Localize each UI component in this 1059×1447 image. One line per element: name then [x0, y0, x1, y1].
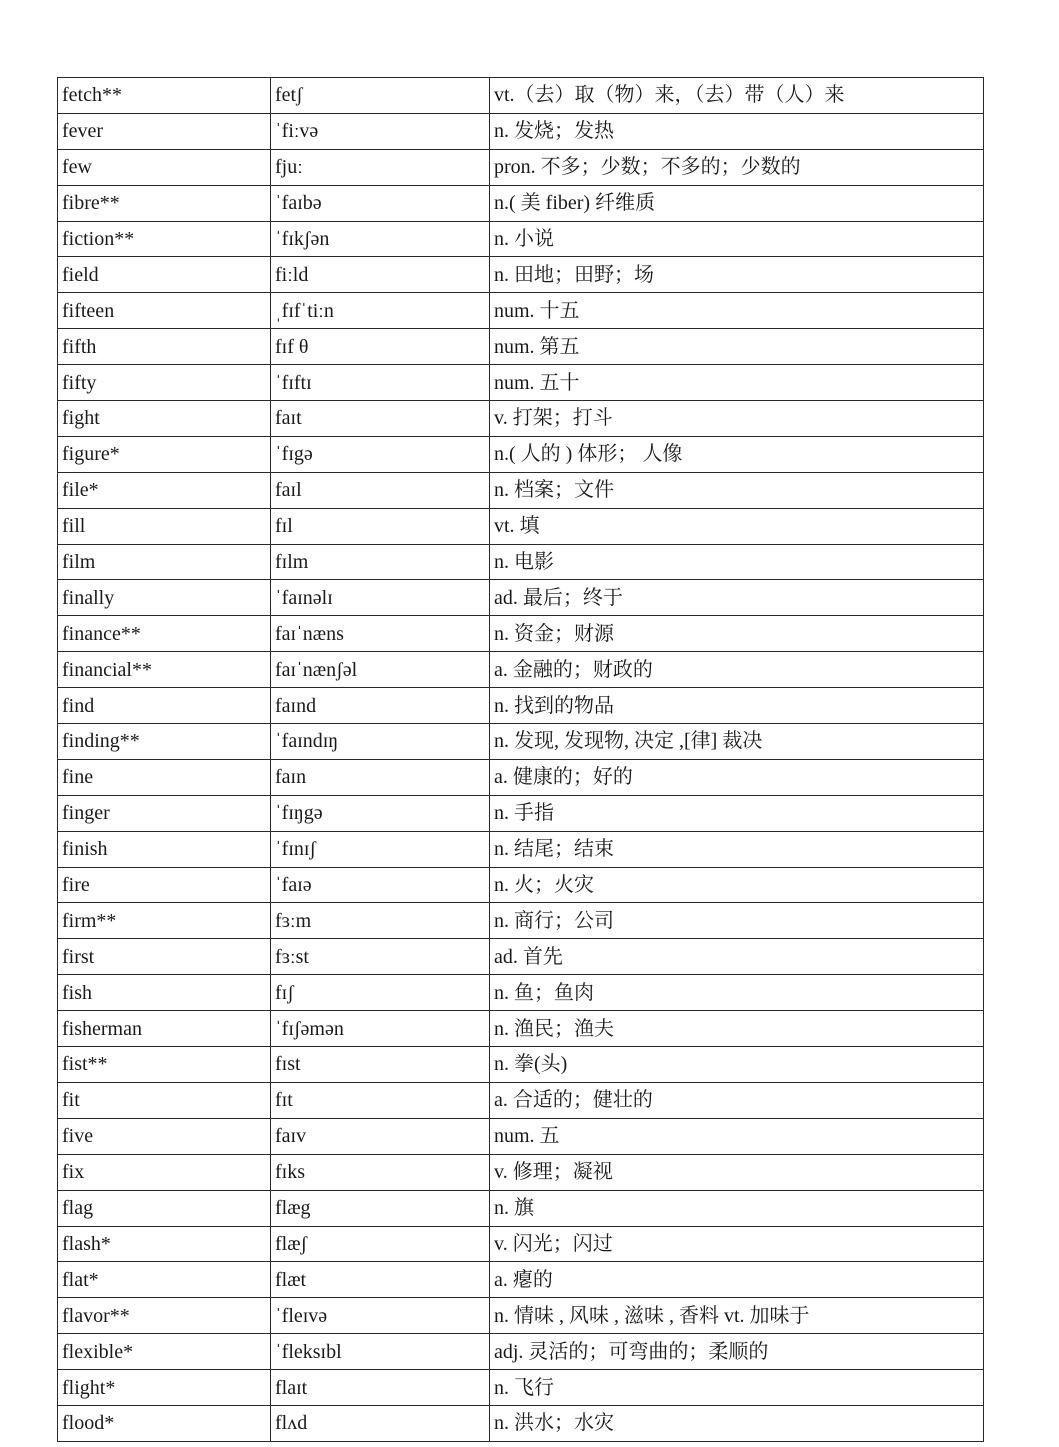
table-row — [58, 867, 984, 903]
phonetic-cell: fɪʃ — [271, 975, 490, 1011]
phonetic-cell: flʌd — [271, 1405, 490, 1441]
word-cell: flood* — [58, 1405, 271, 1441]
phonetic-cell: faɪˈnæns — [271, 616, 490, 652]
phonetic-cell: fɪks — [271, 1154, 490, 1190]
phonetic-cell: ˈfɪŋgə — [271, 795, 490, 831]
phonetic-cell: flaɪt — [271, 1370, 490, 1406]
word-cell: figure* — [58, 436, 271, 472]
word-cell: flexible* — [58, 1334, 271, 1370]
table-row — [58, 975, 984, 1011]
meaning-cell: v. 闪光；闪过 — [490, 1226, 984, 1262]
word-cell: flag — [58, 1190, 271, 1226]
meaning-cell: n. 电影 — [490, 544, 984, 580]
phonetic-cell: ˌfɪfˈtiːn — [271, 293, 490, 329]
word-cell: fight — [58, 401, 271, 437]
table-row — [58, 78, 984, 114]
table-row — [58, 1047, 984, 1083]
word-cell: fifth — [58, 329, 271, 365]
phonetic-cell: ˈfleɪvə — [271, 1298, 490, 1334]
table-row — [58, 580, 984, 616]
meaning-cell: n. 发烧；发热 — [490, 113, 984, 149]
meaning-cell: num. 五十 — [490, 365, 984, 401]
meaning-cell: vt.（去）取（物）来，（去）带（人）来 — [490, 78, 984, 114]
table-row — [58, 1262, 984, 1298]
word-cell: few — [58, 149, 271, 185]
word-cell: fifteen — [58, 293, 271, 329]
table-row — [58, 1226, 984, 1262]
table-row — [58, 939, 984, 975]
meaning-cell: n. 手指 — [490, 795, 984, 831]
phonetic-cell: fɪlm — [271, 544, 490, 580]
meaning-cell: vt. 填 — [490, 508, 984, 544]
phonetic-cell: faɪl — [271, 472, 490, 508]
phonetic-cell: faɪt — [271, 401, 490, 437]
word-cell: finally — [58, 580, 271, 616]
meaning-cell: n. 旗 — [490, 1190, 984, 1226]
word-cell: fire — [58, 867, 271, 903]
meaning-cell: a. 健康的；好的 — [490, 759, 984, 795]
meaning-cell: ad. 首先 — [490, 939, 984, 975]
phonetic-cell: fɜːm — [271, 903, 490, 939]
phonetic-cell: fɪt — [271, 1082, 490, 1118]
phonetic-cell: faɪv — [271, 1118, 490, 1154]
word-cell: firm** — [58, 903, 271, 939]
phonetic-cell: ˈfaɪnəlɪ — [271, 580, 490, 616]
phonetic-cell: ˈfiːvə — [271, 113, 490, 149]
table-row — [58, 365, 984, 401]
phonetic-cell: fiːld — [271, 257, 490, 293]
table-row — [58, 759, 984, 795]
table-row — [58, 1154, 984, 1190]
meaning-cell: pron. 不多；少数；不多的；少数的 — [490, 149, 984, 185]
meaning-cell: v. 修理；凝视 — [490, 1154, 984, 1190]
meaning-cell: n. 资金；财源 — [490, 616, 984, 652]
word-cell: fine — [58, 759, 271, 795]
table-row — [58, 724, 984, 760]
phonetic-cell: fɪl — [271, 508, 490, 544]
table-row — [58, 221, 984, 257]
word-cell: fish — [58, 975, 271, 1011]
meaning-cell: n. 档案；文件 — [490, 472, 984, 508]
meaning-cell: adj. 灵活的；可弯曲的；柔顺的 — [490, 1334, 984, 1370]
table-row — [58, 401, 984, 437]
phonetic-cell: ˈfɪgə — [271, 436, 490, 472]
meaning-cell: n. 火；火灾 — [490, 867, 984, 903]
meaning-cell: v. 打架；打斗 — [490, 401, 984, 437]
word-cell: fisherman — [58, 1011, 271, 1047]
table-row — [58, 831, 984, 867]
word-cell: fibre** — [58, 185, 271, 221]
word-cell: field — [58, 257, 271, 293]
table-row — [58, 616, 984, 652]
word-cell: flash* — [58, 1226, 271, 1262]
word-cell: flavor** — [58, 1298, 271, 1334]
phonetic-cell: fɜːst — [271, 939, 490, 975]
table-row — [58, 1118, 984, 1154]
word-cell: fifty — [58, 365, 271, 401]
table-row — [58, 795, 984, 831]
word-cell: fill — [58, 508, 271, 544]
meaning-cell: n.( 人的 ) 体形； 人像 — [490, 436, 984, 472]
meaning-cell: num. 五 — [490, 1118, 984, 1154]
meaning-cell: n. 小说 — [490, 221, 984, 257]
word-cell: first — [58, 939, 271, 975]
word-cell: fever — [58, 113, 271, 149]
phonetic-cell: fɪf θ — [271, 329, 490, 365]
phonetic-cell: flæt — [271, 1262, 490, 1298]
vocabulary-table — [57, 77, 984, 1442]
meaning-cell: ad. 最后；终于 — [490, 580, 984, 616]
word-cell: fix — [58, 1154, 271, 1190]
meaning-cell: num. 第五 — [490, 329, 984, 365]
table-row — [58, 1334, 984, 1370]
phonetic-cell: ˈfleksɪbl — [271, 1334, 490, 1370]
word-cell: flat* — [58, 1262, 271, 1298]
phonetic-cell: faɪn — [271, 759, 490, 795]
phonetic-cell: flæʃ — [271, 1226, 490, 1262]
word-cell: financial** — [58, 652, 271, 688]
table-row — [58, 1370, 984, 1406]
meaning-cell: n. 商行；公司 — [490, 903, 984, 939]
word-cell: find — [58, 688, 271, 724]
meaning-cell: n. 田地；田野；场 — [490, 257, 984, 293]
table-row — [58, 652, 984, 688]
word-cell: fist** — [58, 1047, 271, 1083]
table-row — [58, 1298, 984, 1334]
table-row — [58, 329, 984, 365]
meaning-cell: n. 渔民；渔夫 — [490, 1011, 984, 1047]
word-cell: film — [58, 544, 271, 580]
vocabulary-table-body — [58, 78, 984, 1442]
meaning-cell: num. 十五 — [490, 293, 984, 329]
word-cell: file* — [58, 472, 271, 508]
table-row — [58, 1011, 984, 1047]
phonetic-cell: ˈfɪnɪʃ — [271, 831, 490, 867]
meaning-cell: n. 洪水；水灾 — [490, 1405, 984, 1441]
word-cell: fetch** — [58, 78, 271, 114]
word-cell: flight* — [58, 1370, 271, 1406]
meaning-cell: n. 鱼；鱼肉 — [490, 975, 984, 1011]
phonetic-cell: ˈfaɪbə — [271, 185, 490, 221]
table-row — [58, 293, 984, 329]
table-row — [58, 903, 984, 939]
phonetic-cell: ˈfaɪə — [271, 867, 490, 903]
phonetic-cell: fɪst — [271, 1047, 490, 1083]
meaning-cell: n.( 美 fiber) 纤维质 — [490, 185, 984, 221]
word-cell: fit — [58, 1082, 271, 1118]
meaning-cell: a. 瘪的 — [490, 1262, 984, 1298]
table-row — [58, 544, 984, 580]
word-cell: five — [58, 1118, 271, 1154]
meaning-cell: a. 合适的；健壮的 — [490, 1082, 984, 1118]
table-row — [58, 436, 984, 472]
meaning-cell: n. 发现, 发现物, 决定 ,[律] 裁决 — [490, 724, 984, 760]
meaning-cell: a. 金融的；财政的 — [490, 652, 984, 688]
word-cell: finger — [58, 795, 271, 831]
table-row — [58, 149, 984, 185]
table-row — [58, 1082, 984, 1118]
phonetic-cell: ˈfɪʃəmən — [271, 1011, 490, 1047]
phonetic-cell: ˈfɪftɪ — [271, 365, 490, 401]
table-row — [58, 113, 984, 149]
meaning-cell: n. 结尾；结束 — [490, 831, 984, 867]
phonetic-cell: ˈfɪkʃən — [271, 221, 490, 257]
word-cell: finding** — [58, 724, 271, 760]
phonetic-cell: faɪnd — [271, 688, 490, 724]
word-cell: fiction** — [58, 221, 271, 257]
phonetic-cell: fetʃ — [271, 78, 490, 114]
phonetic-cell: flæg — [271, 1190, 490, 1226]
table-row — [58, 1190, 984, 1226]
meaning-cell: n. 找到的物品 — [490, 688, 984, 724]
table-row — [58, 472, 984, 508]
word-cell: finish — [58, 831, 271, 867]
word-cell: finance** — [58, 616, 271, 652]
table-row — [58, 688, 984, 724]
table-row — [58, 257, 984, 293]
meaning-cell: n. 飞行 — [490, 1370, 984, 1406]
table-row — [58, 185, 984, 221]
table-row — [58, 508, 984, 544]
table-row — [58, 1405, 984, 1441]
phonetic-cell: fjuː — [271, 149, 490, 185]
phonetic-cell: ˈfaɪndɪŋ — [271, 724, 490, 760]
meaning-cell: n. 情味 , 风味 , 滋味 , 香料 vt. 加味于 — [490, 1298, 984, 1334]
meaning-cell: n. 拳(头) — [490, 1047, 984, 1083]
phonetic-cell: faɪˈnænʃəl — [271, 652, 490, 688]
